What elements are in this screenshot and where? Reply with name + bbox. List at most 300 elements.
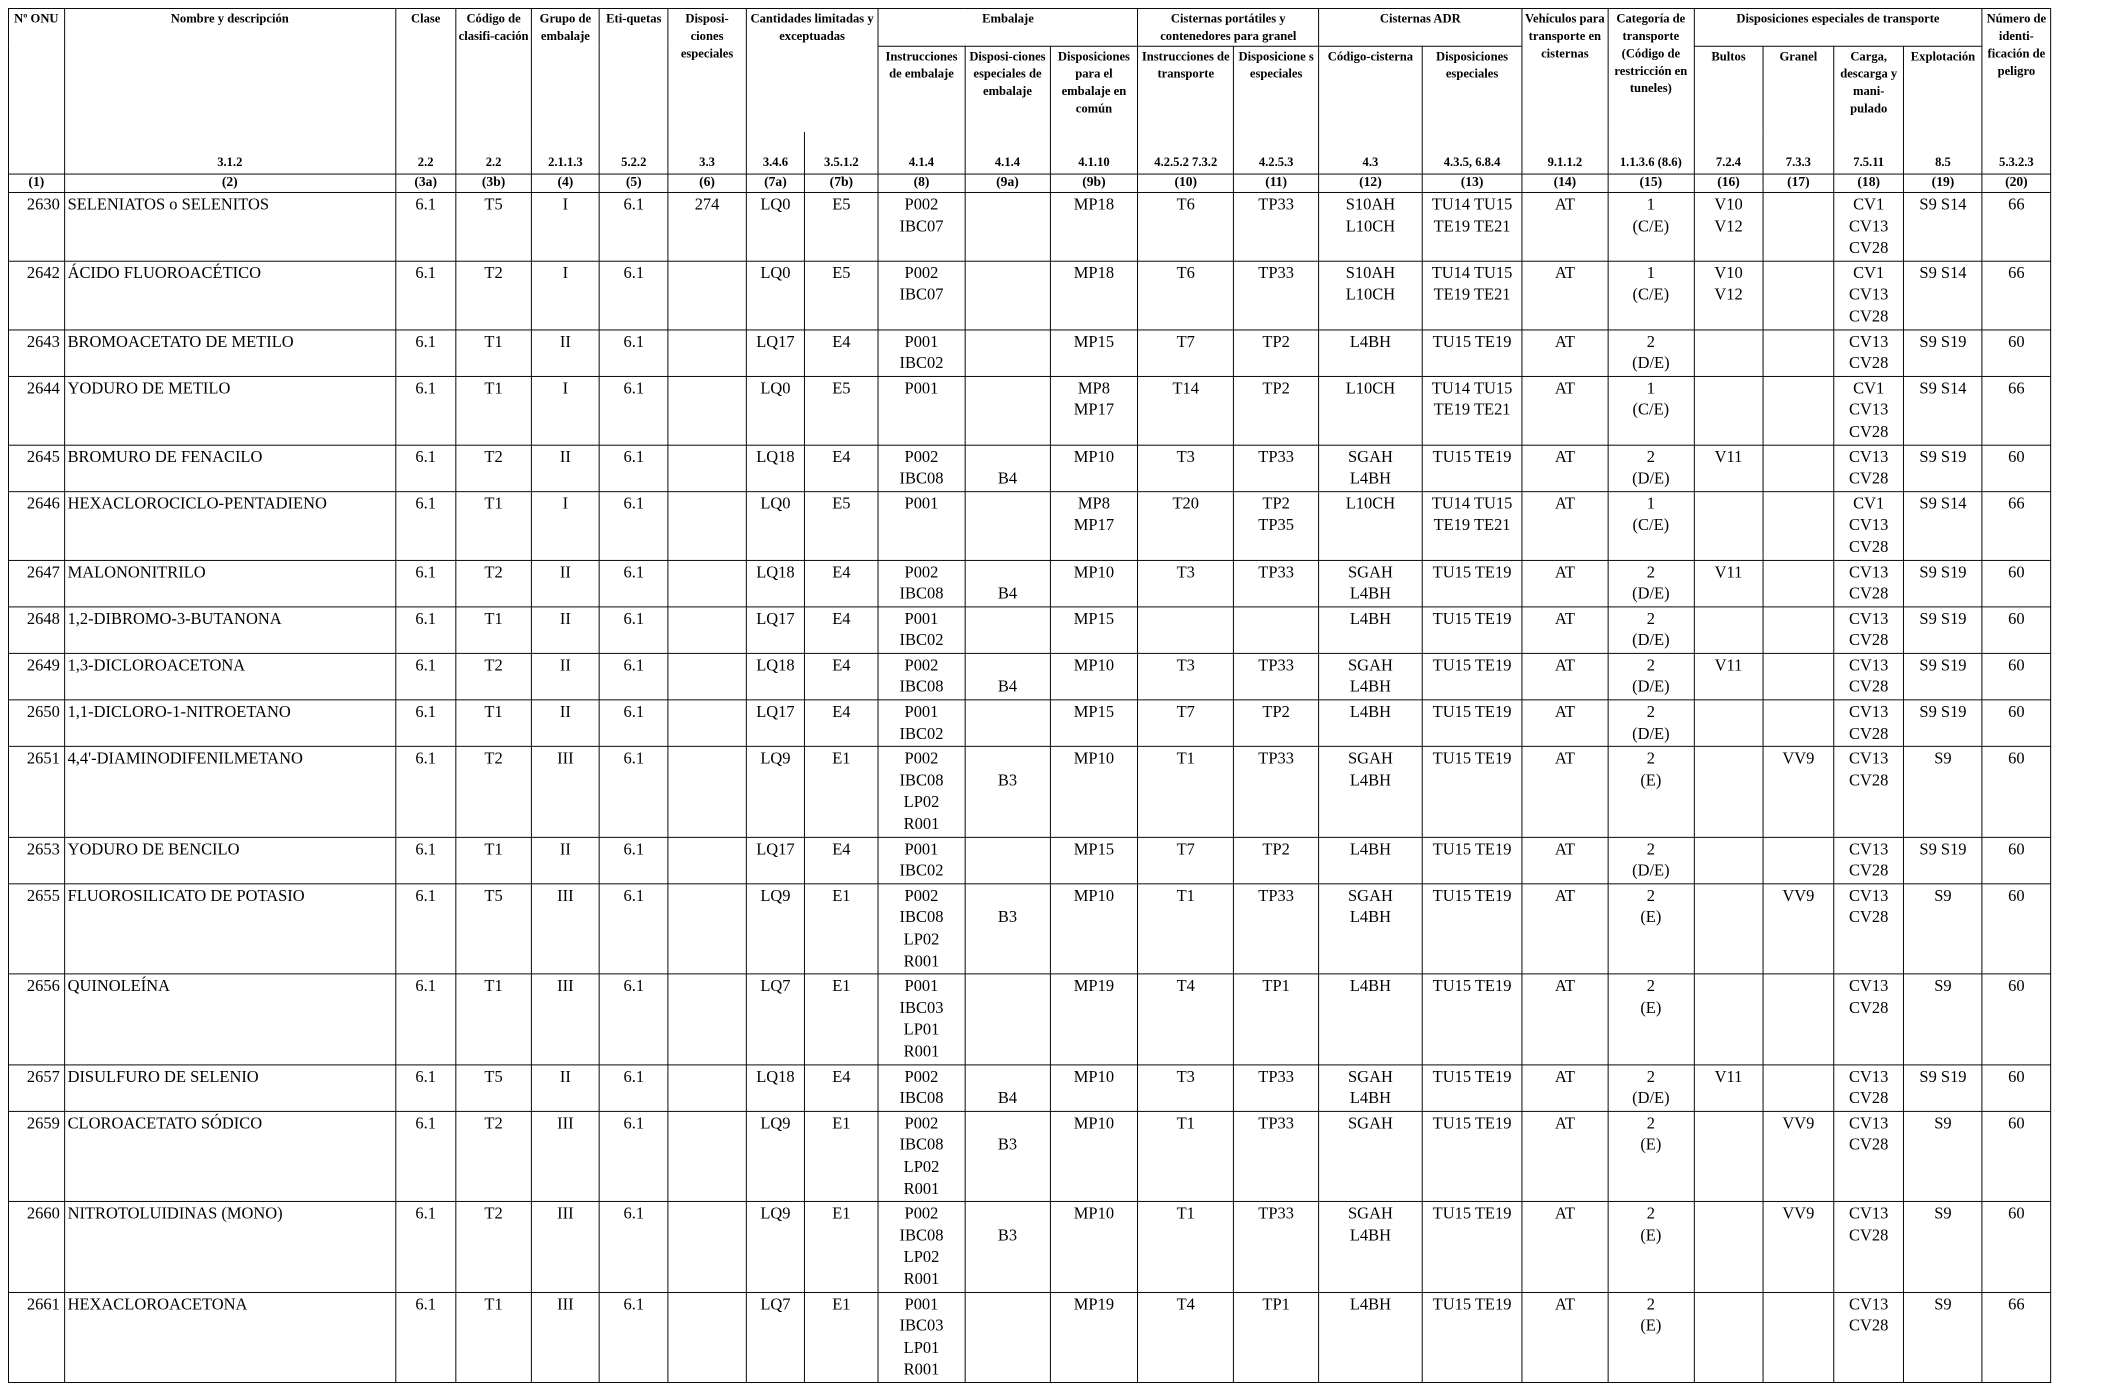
cell-packing-group: III xyxy=(531,747,599,837)
cell-special-packing-provisions xyxy=(965,560,1050,607)
cell-line: MP15 xyxy=(1073,702,1115,721)
cell-line: L10CH xyxy=(1345,216,1396,236)
cell-operation: S9 S19 xyxy=(1904,700,1982,747)
cell-excepted-quantity: E1 xyxy=(805,1292,878,1382)
cell-line: TE19 TE21 xyxy=(1433,400,1511,419)
cell-line: 2 xyxy=(1646,562,1655,581)
cell-loading-handling xyxy=(1834,747,1904,837)
colnum-c3a: (3a) xyxy=(395,174,456,192)
cell-line: CV28 xyxy=(1849,1088,1889,1108)
cell-classification-code: T1 xyxy=(456,974,531,1064)
cell-line: T14 xyxy=(1172,378,1200,398)
colnum-c4: (4) xyxy=(531,174,599,192)
cell-loading-handling xyxy=(1834,837,1904,884)
cell-packing-group: II xyxy=(531,837,599,884)
cell-line: 1 xyxy=(1646,493,1655,513)
cell-labels: 6.1 xyxy=(600,974,668,1064)
cell-tank-instructions xyxy=(1138,1292,1234,1382)
cell-adr-tank-provisions xyxy=(1422,884,1522,974)
cell-line xyxy=(967,748,1047,770)
cell-tank-special-provisions xyxy=(1234,884,1319,974)
cell-bulk-provisions xyxy=(1763,376,1833,445)
cell-loading-handling xyxy=(1834,607,1904,654)
cell-line: B3 xyxy=(997,770,1018,790)
cell-adr-tank-provisions xyxy=(1422,330,1522,377)
cell-packages-provisions xyxy=(1694,607,1763,654)
cell-line: TU15 TE19 xyxy=(1432,748,1512,768)
ref-c4: 2.1.1.3 xyxy=(531,131,599,174)
cell-bulk-provisions xyxy=(1763,700,1833,747)
cell-substance-name: 1,2-DIBROMO-3-BUTANONA xyxy=(64,607,395,654)
cell-special-provisions xyxy=(668,1292,746,1382)
cell-line: CV13 xyxy=(1849,1113,1889,1132)
cell-operation: S9 S19 xyxy=(1904,607,1982,654)
cell-line: P001 xyxy=(904,702,939,721)
cell-substance-name: HEXACLOROACETONA xyxy=(64,1292,395,1382)
cell-class: 6.1 xyxy=(395,376,456,445)
cell-un-number: 2653 xyxy=(8,837,64,884)
cell-limited-quantity: LQ0 xyxy=(746,261,805,330)
cell-line: P001 xyxy=(904,839,939,858)
header-special-provisions: Disposi-ciones especiales xyxy=(668,8,746,131)
cell-line: T7 xyxy=(1176,702,1195,721)
cell-packing-group: II xyxy=(531,560,599,607)
cell-hazard-id: 66 xyxy=(1982,261,2051,330)
colnum-c9b: (9b) xyxy=(1050,174,1138,192)
cell-line xyxy=(967,1113,1047,1135)
cell-tank-code xyxy=(1319,747,1423,837)
header-group-adr-tanks: Cisternas ADR xyxy=(1319,8,1522,46)
cell-packing-group: I xyxy=(531,192,599,261)
table-row xyxy=(8,974,2050,1064)
cell-line: MP10 xyxy=(1073,1066,1115,1086)
cell-line: 1 xyxy=(1646,194,1655,214)
cell-limited-quantity: LQ7 xyxy=(746,1292,805,1382)
cell-special-packing-provisions xyxy=(965,261,1050,330)
cell-bulk-provisions xyxy=(1763,192,1833,261)
cell-classification-code: T1 xyxy=(456,330,531,377)
cell-line: P002 xyxy=(904,1066,939,1086)
cell-tank-special-provisions xyxy=(1234,445,1319,492)
cell-tank-code xyxy=(1319,700,1423,747)
cell-mixed-packing xyxy=(1050,261,1138,330)
cell-line: (E) xyxy=(1640,998,1662,1017)
cell-line: L10CH xyxy=(1345,285,1396,304)
cell-limited-quantity: LQ9 xyxy=(746,884,805,974)
cell-line: L10CH xyxy=(1345,493,1396,513)
cell-special-provisions xyxy=(668,1202,746,1292)
cell-line: TU14 TU15 xyxy=(1431,194,1513,214)
cell-tank-code xyxy=(1319,261,1423,330)
cell-transport-category xyxy=(1608,1064,1694,1111)
cell-tank-instructions xyxy=(1138,192,1234,261)
header-mixed-packing: Disposiciones para el embalaje en común xyxy=(1050,46,1138,131)
cell-un-number: 2657 xyxy=(8,1064,64,1111)
cell-loading-handling xyxy=(1834,974,1904,1064)
cell-line: L4BH xyxy=(1349,976,1392,995)
cell-class: 6.1 xyxy=(395,1202,456,1292)
cell-classification-code: T1 xyxy=(456,700,531,747)
cell-substance-name: 4,4'-DIAMINODIFENILMETANO xyxy=(64,747,395,837)
cell-line: B4 xyxy=(997,677,1018,696)
cell-line xyxy=(967,1203,1047,1225)
cell-line: SGAH xyxy=(1348,1113,1393,1132)
cell-packing-instructions xyxy=(878,261,965,330)
cell-excepted-quantity: E4 xyxy=(805,837,878,884)
cell-line: TU15 TE19 xyxy=(1432,839,1512,858)
cell-line: S10AH xyxy=(1345,194,1396,214)
cell-line: CV28 xyxy=(1849,353,1889,373)
cell-hazard-id: 66 xyxy=(1982,491,2051,560)
cell-line: T7 xyxy=(1176,331,1195,351)
cell-special-provisions xyxy=(668,653,746,700)
cell-line: TU15 TE19 xyxy=(1432,976,1512,995)
cell-line: L4BH xyxy=(1349,702,1392,721)
cell-class: 6.1 xyxy=(395,974,456,1064)
cell-class: 6.1 xyxy=(395,747,456,837)
cell-un-number: 2661 xyxy=(8,1292,64,1382)
cell-classification-code: T5 xyxy=(456,1064,531,1111)
ref-c18: 7.5.11 xyxy=(1834,131,1904,174)
cell-line: CV28 xyxy=(1849,469,1889,488)
cell-substance-name: QUINOLEÍNA xyxy=(64,974,395,1064)
cell-excepted-quantity: E1 xyxy=(805,884,878,974)
cell-tank-special-provisions xyxy=(1234,1111,1319,1201)
cell-special-provisions xyxy=(668,1064,746,1111)
cell-adr-tank-provisions xyxy=(1422,445,1522,492)
colnum-c7a: (7a) xyxy=(746,174,805,192)
header-loading-handling: Carga, descarga y mani-pulado xyxy=(1834,46,1904,131)
cell-line: SGAH xyxy=(1348,1203,1393,1223)
cell-class: 6.1 xyxy=(395,1111,456,1201)
cell-tank-special-provisions xyxy=(1234,1064,1319,1111)
cell-tank-special-provisions xyxy=(1234,261,1319,330)
cell-line: T1 xyxy=(1176,886,1195,905)
cell-line: CV1 xyxy=(1853,194,1885,214)
cell-line: (C/E) xyxy=(1632,285,1670,304)
cell-packages-provisions xyxy=(1694,330,1763,377)
cell-line: T3 xyxy=(1176,562,1195,581)
cell-packing-instructions xyxy=(878,491,965,560)
cell-special-packing-provisions xyxy=(965,445,1050,492)
cell-operation: S9 xyxy=(1904,1292,1982,1382)
cell-line: V10 xyxy=(1714,263,1743,282)
ref-c8: 4.1.4 xyxy=(878,131,965,174)
cell-limited-quantity: LQ18 xyxy=(746,1064,805,1111)
cell-line: (E) xyxy=(1640,907,1662,927)
cell-line: P001 xyxy=(904,493,939,513)
cell-limited-quantity: LQ17 xyxy=(746,330,805,377)
cell-mixed-packing xyxy=(1050,607,1138,654)
cell-packing-instructions xyxy=(878,974,965,1064)
cell-classification-code: T1 xyxy=(456,1292,531,1382)
cell-tank-vehicle: AT xyxy=(1522,884,1608,974)
cell-adr-tank-provisions xyxy=(1422,376,1522,445)
cell-line: MP17 xyxy=(1073,515,1115,535)
cell-special-packing-provisions xyxy=(965,1064,1050,1111)
cell-line: (D/E) xyxy=(1632,861,1670,880)
cell-line: B4 xyxy=(997,584,1018,603)
cell-tank-special-provisions xyxy=(1234,1292,1319,1382)
cell-line: V11 xyxy=(1714,447,1743,466)
cell-packing-instructions xyxy=(878,560,965,607)
cell-mixed-packing xyxy=(1050,837,1138,884)
cell-line: TE19 TE21 xyxy=(1433,515,1511,535)
cell-line: (E) xyxy=(1640,1135,1662,1154)
cell-line: CV28 xyxy=(1849,422,1889,441)
ref-c6: 3.3 xyxy=(668,131,746,174)
cell-bulk-provisions xyxy=(1763,653,1833,700)
cell-line: P001 xyxy=(904,609,939,628)
cell-packing-instructions xyxy=(878,330,965,377)
cell-limited-quantity: LQ18 xyxy=(746,560,805,607)
cell-tank-special-provisions xyxy=(1234,491,1319,560)
cell-tank-vehicle: AT xyxy=(1522,607,1608,654)
cell-adr-tank-provisions xyxy=(1422,261,1522,330)
cell-mixed-packing xyxy=(1050,747,1138,837)
cell-un-number: 2648 xyxy=(8,607,64,654)
ref-c5: 5.2.2 xyxy=(600,131,668,174)
cell-line: (D/E) xyxy=(1632,1088,1670,1108)
cell-packing-instructions xyxy=(878,1111,965,1201)
cell-line: (E) xyxy=(1640,1225,1662,1245)
cell-tank-instructions xyxy=(1138,560,1234,607)
ref-c12: 4.3 xyxy=(1319,131,1423,174)
cell-tank-special-provisions xyxy=(1234,330,1319,377)
cell-line: V11 xyxy=(1714,562,1743,581)
cell-line: TP33 xyxy=(1258,655,1294,675)
cell-transport-category xyxy=(1608,261,1694,330)
cell-tank-instructions xyxy=(1138,261,1234,330)
cell-line: TE19 TE21 xyxy=(1433,216,1511,236)
cell-special-provisions xyxy=(668,837,746,884)
cell-special-packing-provisions xyxy=(965,192,1050,261)
cell-un-number: 2650 xyxy=(8,700,64,747)
cell-hazard-id: 60 xyxy=(1982,445,2051,492)
cell-adr-tank-provisions xyxy=(1422,1292,1522,1382)
cell-operation: S9 S14 xyxy=(1904,261,1982,330)
cell-adr-tank-provisions xyxy=(1422,491,1522,560)
cell-tank-instructions xyxy=(1138,1111,1234,1201)
cell-limited-quantity: LQ7 xyxy=(746,974,805,1064)
cell-mixed-packing xyxy=(1050,1064,1138,1111)
cell-line: TU15 TE19 xyxy=(1432,331,1512,351)
cell-packing-group: II xyxy=(531,700,599,747)
cell-adr-tank-provisions xyxy=(1422,653,1522,700)
cell-packing-instructions xyxy=(878,192,965,261)
cell-line xyxy=(967,561,1047,583)
table-row xyxy=(8,376,2050,445)
cell-special-packing-provisions xyxy=(965,837,1050,884)
cell-bulk-provisions xyxy=(1763,330,1833,377)
cell-line: IBC08 xyxy=(899,584,944,603)
cell-transport-category xyxy=(1608,974,1694,1064)
cell-adr-tank-provisions xyxy=(1422,974,1522,1064)
cell-packing-instructions xyxy=(878,607,965,654)
cell-transport-category xyxy=(1608,884,1694,974)
cell-tank-vehicle: AT xyxy=(1522,653,1608,700)
cell-hazard-id: 60 xyxy=(1982,974,2051,1064)
cell-line: CV28 xyxy=(1849,1135,1889,1154)
cell-line xyxy=(967,885,1047,907)
cell-packages-provisions xyxy=(1694,261,1763,330)
cell-tank-code xyxy=(1319,1111,1423,1201)
cell-special-provisions xyxy=(668,330,746,377)
cell-bulk-provisions xyxy=(1763,1064,1833,1111)
cell-tank-instructions xyxy=(1138,747,1234,837)
cell-line: P002 xyxy=(904,886,939,905)
cell-line: (D/E) xyxy=(1632,630,1670,650)
header-labels: Eti-quetas xyxy=(600,8,668,131)
cell-line: B3 xyxy=(997,1225,1018,1245)
cell-line: CV13 xyxy=(1849,1066,1889,1086)
table-row xyxy=(8,192,2050,261)
cell-limited-quantity: LQ17 xyxy=(746,837,805,884)
cell-substance-name: BROMURO DE FENACILO xyxy=(64,445,395,492)
cell-excepted-quantity: E1 xyxy=(805,1111,878,1201)
cell-line: P001 xyxy=(904,1294,939,1313)
cell-line: 2 xyxy=(1646,609,1655,628)
cell-limited-quantity: LQ17 xyxy=(746,607,805,654)
cell-bulk-provisions xyxy=(1763,491,1833,560)
cell-line: S10AH xyxy=(1345,263,1396,282)
cell-line: 2 xyxy=(1646,1294,1655,1313)
cell-transport-category xyxy=(1608,1202,1694,1292)
cell-line: L4BH xyxy=(1349,1088,1392,1108)
cell-class: 6.1 xyxy=(395,700,456,747)
cell-line: (E) xyxy=(1640,770,1662,790)
header-name: Nombre y descripción xyxy=(64,8,395,131)
cell-labels: 6.1 xyxy=(600,837,668,884)
cell-excepted-quantity: E4 xyxy=(805,330,878,377)
cell-tank-instructions xyxy=(1138,1202,1234,1292)
cell-special-packing-provisions xyxy=(965,376,1050,445)
cell-line: 2 xyxy=(1646,886,1655,905)
cell-substance-name: NITROTOLUIDINAS (MONO) xyxy=(64,1202,395,1292)
cell-line: IBC07 xyxy=(899,285,944,304)
cell-line: IBC03 xyxy=(899,1316,944,1335)
cell-line: L4BH xyxy=(1349,609,1392,628)
cell-tank-vehicle: AT xyxy=(1522,261,1608,330)
cell-line: MP15 xyxy=(1073,609,1115,628)
cell-mixed-packing xyxy=(1050,653,1138,700)
cell-hazard-id: 60 xyxy=(1982,884,2051,974)
cell-line: L4BH xyxy=(1349,1294,1392,1313)
cell-line xyxy=(967,1066,1047,1088)
cell-packing-group: II xyxy=(531,330,599,377)
cell-line: 2 xyxy=(1646,1066,1655,1086)
cell-line: CV28 xyxy=(1849,630,1889,650)
cell-tank-code xyxy=(1319,974,1423,1064)
cell-line: T6 xyxy=(1176,194,1195,214)
cell-classification-code: T1 xyxy=(456,491,531,560)
cell-line: MP8 xyxy=(1077,378,1110,398)
cell-tank-vehicle: AT xyxy=(1522,445,1608,492)
cell-line: CV13 xyxy=(1849,562,1889,581)
cell-line: MP18 xyxy=(1073,194,1115,214)
cell-line: V11 xyxy=(1714,1066,1743,1086)
cell-excepted-quantity: E4 xyxy=(805,1064,878,1111)
cell-line: MP19 xyxy=(1073,1294,1115,1313)
table-row xyxy=(8,700,2050,747)
table-row xyxy=(8,837,2050,884)
cell-transport-category xyxy=(1608,653,1694,700)
cell-line: IBC02 xyxy=(899,861,944,880)
cell-substance-name: YODURO DE BENCILO xyxy=(64,837,395,884)
table-row xyxy=(8,1202,2050,1292)
cell-operation: S9 S19 xyxy=(1904,1064,1982,1111)
cell-line: IBC08 xyxy=(899,469,944,488)
cell-mixed-packing xyxy=(1050,330,1138,377)
cell-classification-code: T1 xyxy=(456,607,531,654)
cell-line: P002 xyxy=(904,562,939,581)
header-adr-tank-provisions: Disposiciones especiales xyxy=(1422,46,1522,131)
cell-classification-code: T2 xyxy=(456,560,531,607)
cell-hazard-id: 60 xyxy=(1982,1202,2051,1292)
cell-line: R001 xyxy=(903,1042,940,1061)
table-row xyxy=(8,560,2050,607)
cell-line: 2 xyxy=(1646,748,1655,768)
cell-loading-handling xyxy=(1834,376,1904,445)
cell-line: P002 xyxy=(904,194,939,214)
cell-tank-code xyxy=(1319,491,1423,560)
cell-line: TP1 xyxy=(1262,1294,1290,1313)
colnum-c17: (17) xyxy=(1763,174,1833,192)
cell-line: SGAH xyxy=(1348,655,1393,675)
cell-excepted-quantity: E1 xyxy=(805,1202,878,1292)
cell-special-packing-provisions xyxy=(965,653,1050,700)
cell-tank-special-provisions xyxy=(1234,1202,1319,1292)
cell-hazard-id: 66 xyxy=(1982,1292,2051,1382)
cell-line: MP10 xyxy=(1073,1203,1115,1223)
cell-line: 2 xyxy=(1646,331,1655,351)
cell-limited-quantity: LQ9 xyxy=(746,1111,805,1201)
header-bulk: Granel xyxy=(1763,46,1833,131)
cell-un-number: 2655 xyxy=(8,884,64,974)
cell-line: B3 xyxy=(997,907,1018,927)
ref-c2: 3.1.2 xyxy=(64,131,395,174)
cell-excepted-quantity: E4 xyxy=(805,700,878,747)
cell-line: TU14 TU15 xyxy=(1431,263,1513,282)
cell-labels: 6.1 xyxy=(600,607,668,654)
cell-special-provisions xyxy=(668,974,746,1064)
colnum-c15: (15) xyxy=(1608,174,1694,192)
cell-adr-tank-provisions xyxy=(1422,747,1522,837)
cell-line: CV28 xyxy=(1849,770,1889,790)
cell-substance-name: 1,3-DICLOROACETONA xyxy=(64,653,395,700)
cell-hazard-id: 60 xyxy=(1982,653,2051,700)
cell-line: MP15 xyxy=(1073,839,1115,858)
cell-line: TP33 xyxy=(1258,1066,1294,1086)
cell-line: P002 xyxy=(904,1203,939,1223)
cell-tank-vehicle: AT xyxy=(1522,192,1608,261)
cell-line: CV1 xyxy=(1853,378,1885,398)
cell-line: (C/E) xyxy=(1632,515,1670,535)
cell-packing-instructions xyxy=(878,700,965,747)
cell-special-packing-provisions xyxy=(965,330,1050,377)
cell-special-packing-provisions xyxy=(965,1202,1050,1292)
cell-line: CV28 xyxy=(1849,724,1889,743)
header-hazard-id: Número de identi-ficación de peligro xyxy=(1982,8,2051,131)
table-row xyxy=(8,653,2050,700)
cell-line: CV28 xyxy=(1849,537,1889,556)
cell-mixed-packing xyxy=(1050,1202,1138,1292)
cell-line: TU15 TE19 xyxy=(1432,1294,1512,1313)
cell-line: IBC02 xyxy=(899,724,944,743)
cell-limited-quantity: LQ18 xyxy=(746,445,805,492)
cell-line: IBC08 xyxy=(899,1225,944,1245)
cell-line: TU14 TU15 xyxy=(1431,378,1513,398)
